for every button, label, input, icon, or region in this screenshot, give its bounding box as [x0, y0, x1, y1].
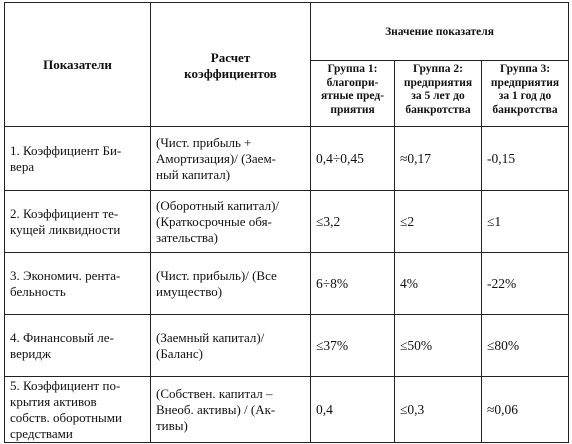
header-value-text: Значение показателя [385, 25, 494, 38]
table-row [5, 127, 569, 191]
indicator-text: 4. Финансовый ле- вeридж [10, 329, 114, 361]
header-indicators-text: Показатели [43, 56, 112, 72]
group-1-value-text: 0,4 [316, 401, 333, 417]
group-3-value-text: ≤1 [487, 213, 502, 229]
group-3-value [482, 377, 569, 443]
group-3-value-text: -0,15 [487, 150, 516, 166]
header-group-2-text: Группа 2: предприятия за 5 лет до банкротства [403, 63, 473, 116]
header-group-3-text: Группа 3: предприятия за 1 год до банкротства [490, 63, 560, 116]
indicator-cell [5, 377, 151, 443]
header-group-2 [395, 61, 482, 127]
table-row [5, 377, 569, 443]
group-3-value-text: -22% [487, 275, 517, 291]
group-3-value-text: ≤80% [487, 337, 520, 353]
group-2-value-text: 4% [400, 275, 418, 291]
indicator-cell [5, 253, 151, 315]
group-1-value [311, 127, 395, 191]
indicator-text: 2. Коэффициент те- кущей ликвидности [10, 205, 121, 237]
group-1-value-text: 0,4÷0,45 [316, 150, 364, 166]
group-2-value-text: ≈0,17 [400, 150, 432, 166]
header-group-3 [482, 61, 569, 127]
group-3-value [482, 191, 569, 253]
group-1-value [311, 315, 395, 377]
calc-cell [151, 253, 311, 315]
calc-text: (Чист. прибыль + Амортизация)/ (Заем- ный капитал) [156, 134, 277, 182]
group-1-value [311, 253, 395, 315]
group-1-value [311, 191, 395, 253]
calc-text: (Чист. прибыль)/ (Все имущество) [156, 267, 277, 299]
table-row [5, 315, 569, 377]
group-2-value [395, 315, 482, 377]
group-3-value [482, 315, 569, 377]
group-2-value-text: ≤0,3 [400, 401, 425, 417]
indicator-cell [5, 127, 151, 191]
indicator-text: 3. Экономич. рента- бельность [10, 267, 121, 299]
header-group-1 [311, 61, 395, 127]
indicator-cell [5, 191, 151, 253]
table-row [5, 253, 569, 315]
calc-text: (Оборотный капитал)/ (Краткосрочные обя- зательства) [156, 197, 280, 245]
group-1-value [311, 377, 395, 443]
group-3-value [482, 253, 569, 315]
calc-text: (Собствен. капитал – Внеоб. активы) / (Ак- тивы) [156, 385, 276, 433]
group-3-value [482, 127, 569, 191]
group-3-value-text: ≈0,06 [487, 401, 519, 417]
group-2-value [395, 127, 482, 191]
group-1-value-text: ≤3,2 [316, 213, 341, 229]
group-2-value [395, 191, 482, 253]
header-value [311, 3, 569, 61]
indicator-text: 5. Коэффициент по- крытия активов собств. оборотными средствами [10, 377, 122, 441]
calc-cell [151, 191, 311, 253]
group-2-value-text: ≤2 [400, 213, 415, 229]
calc-cell [151, 127, 311, 191]
group-2-value [395, 253, 482, 315]
header-calc [151, 3, 311, 127]
header-indicators [5, 3, 151, 127]
header-calc-text: Расчет коэффициентов [184, 49, 277, 81]
group-2-value [395, 377, 482, 443]
group-2-value-text: ≤50% [400, 337, 433, 353]
table-row [5, 191, 569, 253]
indicator-cell [5, 315, 151, 377]
group-1-value-text: ≤37% [316, 337, 349, 353]
header-group-1-text: Группа 1: благопри- ятные пред- приятия [320, 63, 385, 116]
calc-cell [151, 377, 311, 443]
header-row-top [5, 3, 569, 61]
indicators-table [4, 2, 569, 443]
calc-cell [151, 315, 311, 377]
group-1-value-text: 6÷8% [316, 275, 349, 291]
calc-text: (Заемный капитал)/ (Баланс) [156, 329, 265, 361]
indicator-text: 1. Коэффициент Би- вера [10, 142, 122, 174]
